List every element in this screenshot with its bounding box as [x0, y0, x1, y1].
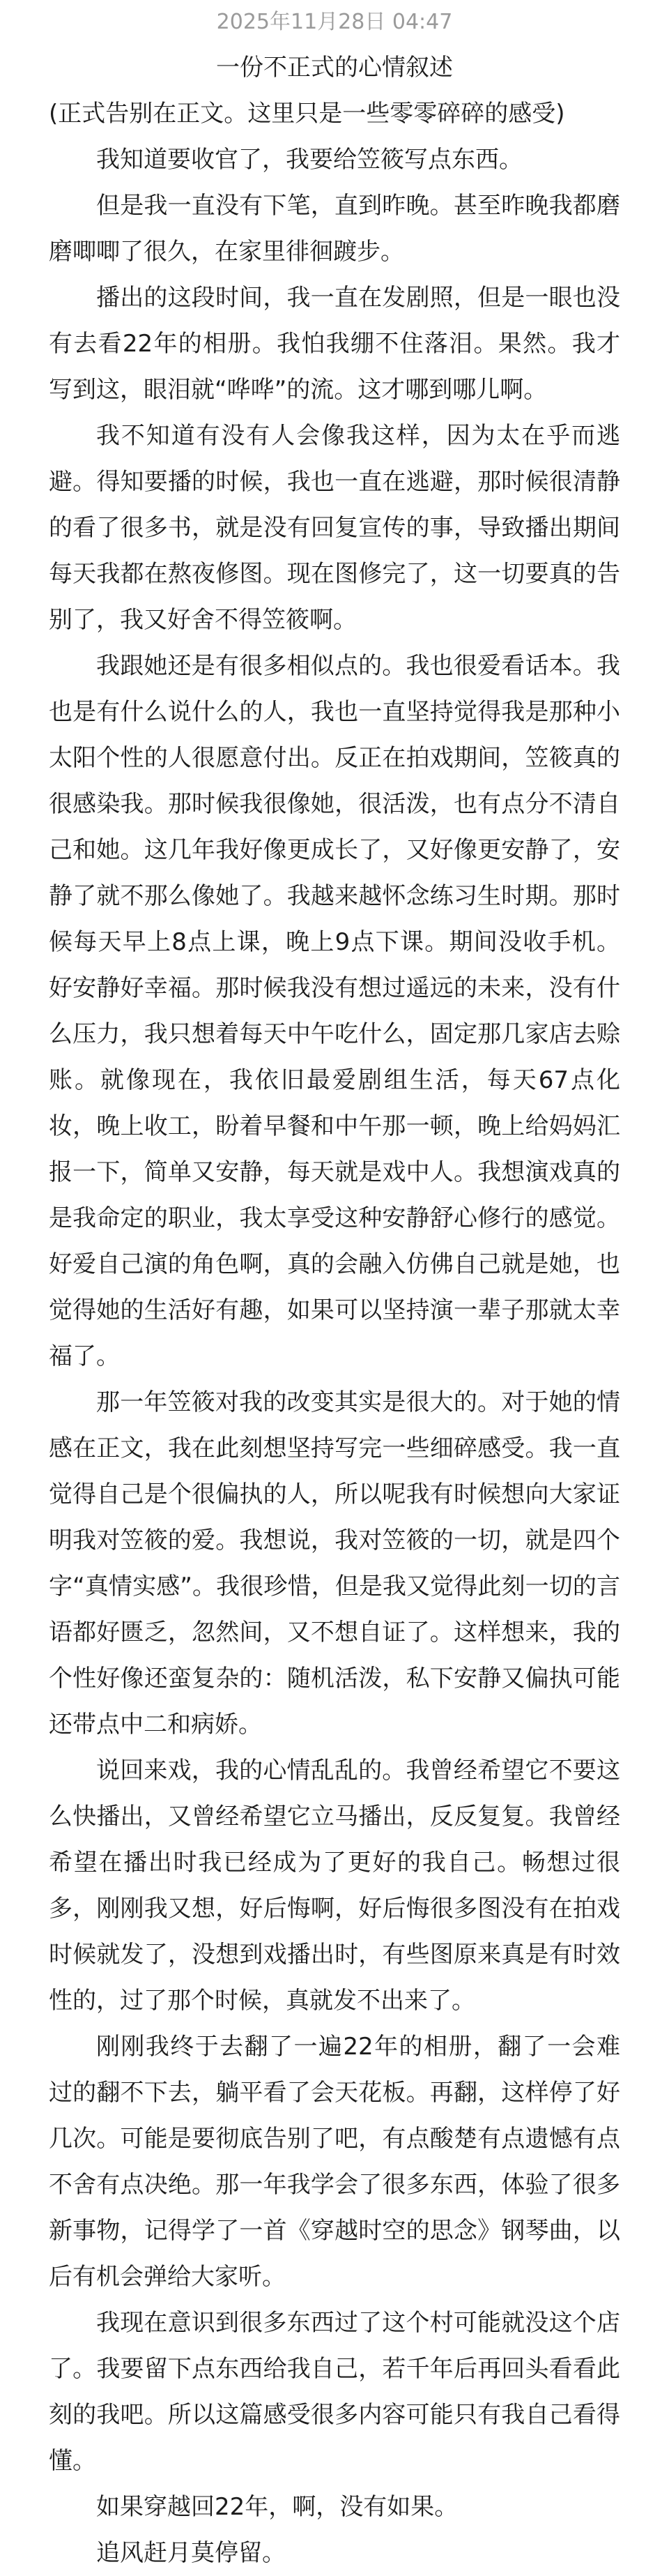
paragraph: 我不知道有没有人会像我这样，因为太在乎而逃避。得知要播的时候，我也一直在逃避，那时候很清静的看了很多书，就是没有回复宣传的事，导致播出期间每天我都在熬夜修图。现在图修完了，这一切要真的告别了，我又好舍不得笠筱啊。 — [49, 422, 620, 634]
article-title: 一份不正式的心情叙述 — [216, 54, 453, 82]
article-body — [49, 137, 620, 2576]
paragraph: 如果穿越回22年，啊，没有如果。 — [96, 2493, 459, 2521]
paragraph: 播出的这段时间，我一直在发剧照，但是一眼也没有去看22年的相册。我怕我绷不住落泪。果然。我才写到这，眼泪就“哗哗”的流。这才哪到哪儿啊。 — [49, 284, 620, 404]
paragraph: 我现在意识到很多东西过了这个村可能就没这个店了。我要留下点东西给我自己，若千年后再回头看看此刻的我吧。所以这篇感受很多内容可能只有我自己看得懂。 — [49, 2309, 620, 2475]
paragraph: 那一年笠筱对我的改变其实是很大的。对于她的情感在正文，我在此刻想坚持写完一些细碎感受。我一直觉得自己是个很偏执的人，所以呢我有时候想向大家证明我对笠筱的爱。我想说，我对笠筱的一切，就是四个字“真情实感”。我很珍惜，但是我又觉得此刻一切的言语都好匮乏，忽然间，又不想自证了。这样想来，我的个性好像还蛮复杂的：随机活泼，私下安静又偏执可能还带点中二和病娇。 — [49, 1388, 620, 1738]
article-subtitle: (正式告别在正文。这里只是一些零零碎碎的感受) — [49, 100, 565, 128]
timestamp: 2025年11月28日 04:47 — [216, 10, 453, 34]
paragraph: 追风赶月莫停留。 — [96, 2539, 286, 2567]
paragraph: 说回来戏，我的心情乱乱的。我曾经希望它不要这么快播出，又曾经希望它立马播出，反反复复。我曾经希望在播出时我已经成为了更好的我自己。畅想过很多，刚刚我又想，好后悔啊，好后悔很多图没有在拍戏时候就发了，没想到戏播出时，有些图原来真是有时效性的，过了那个时候，真就发不出来了。 — [49, 1757, 620, 2015]
paragraph: 我跟她还是有很多相似点的。我也很爱看话本。我也是有什么说什么的人，我也一直坚持觉得我是那种小太阳个性的人很愿意付出。反正在拍戏期间，笠筱真的很感染我。那时候我很像她，很活泼，也有点分不清自己和她。这几年我好像更成长了，又好像更安静了，安静了就不那么像她了。我越来越怀念练习生时期。那时候每天早上8点上课，晚上9点下课。期间没收手机。好安静好幸福。那时候我没有想过遥远的未来，没有什么压力，我只想着每天中午吃什么，固定那几家店去赊账。就像现在，我依旧最爱剧组生活，每天67点化妆，晚上收工，盼着早餐和中午那一顿，晚上给妈妈汇报一下，简单又安静，每天就是戏中人。我想演戏真的是我命定的职业，我太享受这种安静舒心修行的感觉。好爱自己演的角色啊，真的会融入仿佛自己就是她，也觉得她的生活好有趣，如果可以坚持演一辈子那就太幸福了。 — [49, 652, 620, 1370]
paragraph: 我知道要收官了，我要给笠筱写点东西。 — [96, 146, 523, 174]
paragraph: 刚刚我终于去翻了一遍22年的相册，翻了一会难过的翻不下去，躺平看了会天花板。再翻，这样停了好几次。可能是要彻底告别了吧，有点酸楚有点遗憾有点不舍有点决绝。那一年我学会了很多东西，体验了很多新事物，记得学了一首《穿越时空的思念》钢琴曲，以后有机会弹给大家听。 — [49, 2033, 620, 2291]
paragraph: 但是我一直没有下笔，直到昨晚。甚至昨晚我都磨磨唧唧了很久，在家里徘徊踱步。 — [49, 192, 620, 266]
